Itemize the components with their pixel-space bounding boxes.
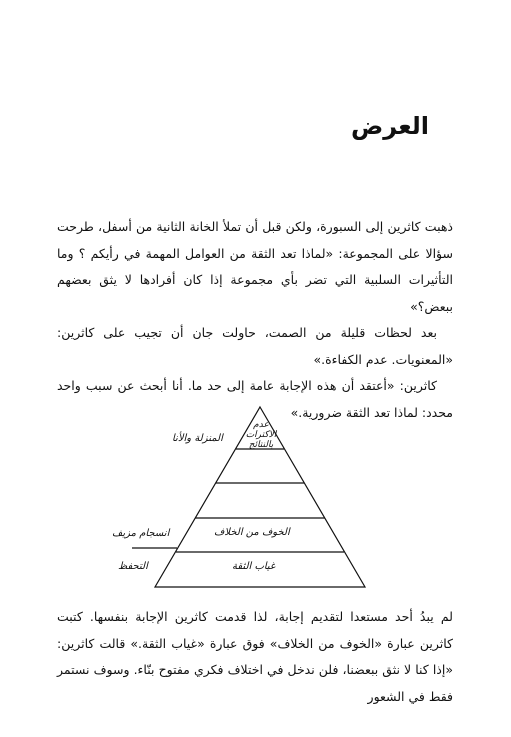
pyramid-outline bbox=[155, 407, 365, 587]
side-label-top: المنزلة والأنا bbox=[172, 433, 223, 444]
pyramid-level-base: غياب الثقة bbox=[232, 561, 276, 572]
paragraph-1: ذهبت كاثرين إلى السبورة، ولكن قبل أن تملأ الخانة الثانية من أسفل، طرحت سؤالا على المجموعة: «لماذا تعد الثقة من العوامل المهمة في رأيكم ؟ وما التأثيرات السلبية التي تضر بأي مجموعة إذا كان أفرادها لا يثق بعضهم ببعض؟» bbox=[57, 219, 453, 314]
side-label-level4: انسجام مزيف bbox=[112, 528, 170, 539]
paragraph-2: بعد لحظات قليلة من الصمت، حاولت جان أن تجيب على كاثرين: «المعنويات. عدم الكفاءة.» bbox=[57, 325, 453, 367]
body-text-top bbox=[57, 214, 453, 426]
paragraph-4: لم يبدُ أحد مستعدا لتقديم إجابة، لذا قدمت كاثرين الإجابة بنفسها. كتبت كاثرين عبارة «الخوف من الخلاف» فوق عبارة «غياب الثقة.» قالت كاثرين: «إذا كنا لا نثق ببعضنا، فلن ندخل في اختلاف فكري مفتوح بنّاء. وسوف نستمر فقط في الشعور bbox=[57, 609, 453, 704]
pyramid-level-4: الخوف من الخلاف bbox=[214, 527, 290, 538]
side-label-base: التحفظ bbox=[118, 561, 148, 572]
chapter-title: العرض bbox=[351, 112, 429, 140]
paragraph-3: كاثرين: «أعتقد أن هذه الإجابة عامة إلى حد ما. أنا أبحث عن سبب واحد محدد: لماذا تعد الثقة ضرورية.» bbox=[57, 378, 453, 420]
body-text-bottom bbox=[57, 604, 453, 710]
pyramid-level-top: عدم الاكترات بالنتائج bbox=[245, 420, 277, 450]
